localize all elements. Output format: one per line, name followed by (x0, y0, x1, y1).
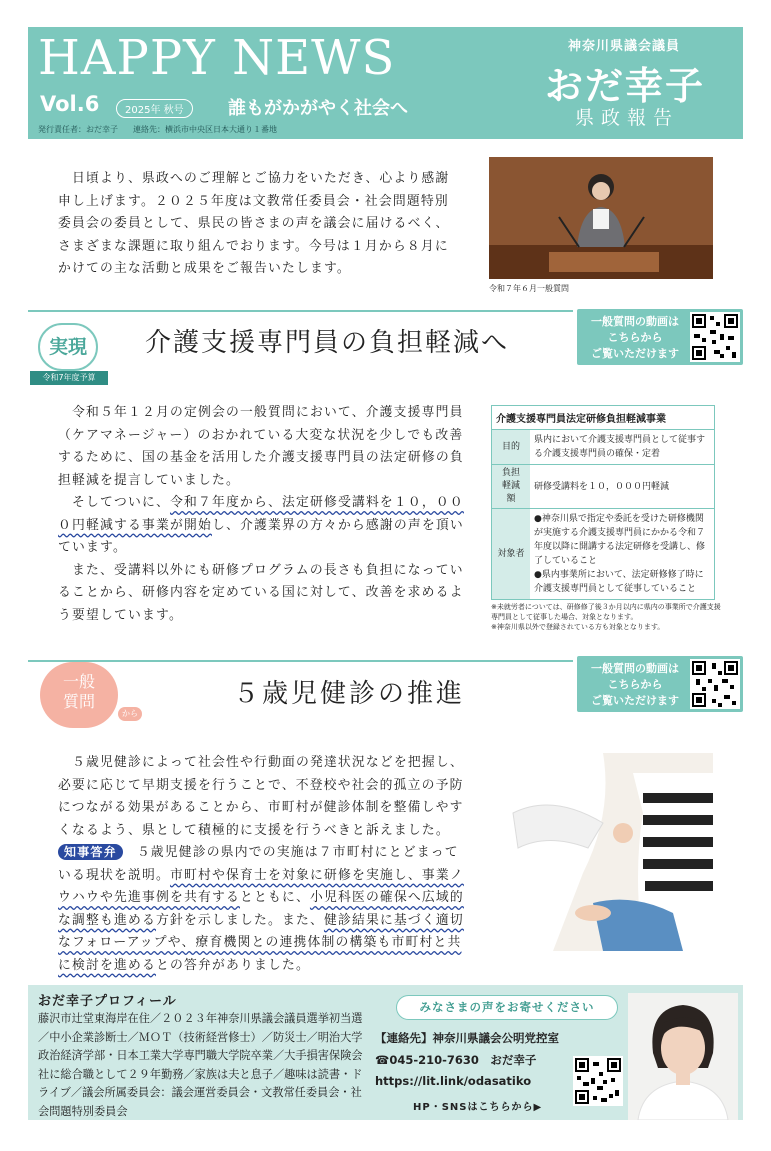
section-divider (28, 660, 573, 662)
table-cell: 研修受講料を１０，０００円軽減 (530, 465, 714, 508)
table-head: 対象者 (492, 509, 530, 599)
publisher-line: 発行責任者：おだ幸子 (38, 125, 118, 134)
contact-phone[interactable]: ☎045-210-7630 おだ幸子 (375, 1053, 537, 1067)
text-span: ５歳児健診の県内での実施は７市町村にとどまっている現状を説明。 (58, 845, 459, 883)
qr-code-icon[interactable] (573, 1056, 623, 1106)
emphasis-text: 小児科医の確保へ広域的な調整も進める (58, 890, 464, 928)
portrait-photo (628, 993, 738, 1120)
video-link-line: こちらから (607, 331, 663, 344)
profile-title: おだ幸子プロフィール (38, 994, 177, 1009)
note: ※未就労者については、研修修了後３か月以内に県内の事業所で介護支援専門員として従事した場合、対象となります。 (491, 603, 721, 621)
photo-caption: 令和７年６月一般質問 (489, 284, 569, 293)
badge-line: 一般 (62, 672, 95, 691)
note: ※神奈川県以外で登録されている方も対象となります。 (491, 623, 665, 631)
video-link-line: 一般質問の動画は (591, 315, 679, 328)
table-row (492, 509, 714, 599)
feedback-callout: みなさまの声をお寄せください (396, 995, 618, 1020)
table-head: 目的 (492, 430, 530, 464)
program-table (491, 405, 715, 600)
emphasis-text: 令和７年度から、法定研修受講料を１０，０００円軽減する事業が開始 (58, 495, 464, 533)
member-role: 神奈川県議会議員 (568, 39, 681, 54)
video-link-box[interactable] (577, 309, 743, 365)
section-body (58, 402, 472, 627)
paragraph (58, 492, 472, 560)
table-title: 介護支援専門員法定研修負担軽減事業 (492, 406, 714, 430)
section-title: ５歳児健診の推進 (233, 679, 466, 709)
budget-tag: 令和7年度予算 (30, 371, 108, 385)
table-row (492, 430, 714, 465)
emphasis-text: 健診結果に基づく適切なフォローアップや、療育機関との連携体制の構築も市町村と共に検討を進める (58, 912, 464, 973)
video-link-line: こちらから (607, 678, 663, 691)
season-badge: 2025年 秋号 (116, 99, 193, 118)
video-link-line: 一般質問の動画は (591, 662, 679, 675)
contact-label: 【連絡先】神奈川県議会公明党控室 (375, 1031, 559, 1045)
section-title: 介護支援専門員の負担軽減へ (145, 328, 510, 358)
realized-badge: 実現 (38, 323, 98, 371)
section-body (58, 752, 472, 977)
emphasis-text: 市町村や保育士を対象に研修を実施し、事業ノウハウや先進事例を共有する (58, 867, 464, 905)
text-span: そしてついに、 (58, 495, 170, 510)
section-divider (28, 310, 573, 312)
text-span: との答弁がありました。 (155, 957, 310, 973)
table-row (492, 465, 714, 509)
table-head: 負担軽減額 (492, 465, 530, 508)
member-name: おだ幸子 (545, 64, 706, 108)
table-notes (491, 602, 721, 632)
paragraph (58, 842, 472, 977)
assembly-photo (489, 157, 713, 279)
report-label: 県政報告 (575, 107, 680, 129)
video-link-box[interactable] (577, 656, 743, 712)
doctor-child-icon (493, 753, 713, 951)
badge-line: 質問 (62, 692, 95, 711)
paragraph: ５歳児健診によって社会性や行動面の発達状況などを把握し、必要に応じて早期支援を行うことで、不登校や社会的孤立の予防につながる効果があることから、市町村が健診体制を整備しやすくなるよう、県として積極的に支援を行うべきと訴えました。 (58, 755, 464, 838)
table-cell: ●神奈川県で指定や委託を受けた研修機関が実施する介護支援専門員にかかる令和７年度以降に開講する法定研修を受講し、修了していること ●県内事業所において、法定研修修了時に介護支援専門員として従事していること (530, 509, 714, 599)
person-portrait-icon (628, 993, 738, 1120)
paragraph: また、受講料以外にも研修プログラムの長さも負担になっていることから、研修内容を定めている国に対して、改善を求めるよう要望しています。 (58, 562, 464, 623)
qr-code-icon[interactable] (690, 312, 740, 362)
masthead-title: HAPPY NEWS (38, 30, 396, 86)
intro-text: 日頃より、県政へのご理解とご協力をいただき、心より感謝申し上げます。２０２５年度は文教常任委員会・社会問題特別委員会の委員として、県民の皆さまの声を議会に届けるべく、さまざまな課題に取り組んでおります。今号は１月から８月にかけての主な活動と成果をご報告いたします。 (58, 171, 450, 276)
address-line: 連絡先：横浜市中央区日本大通り１番地 (133, 125, 277, 134)
qr-code-icon[interactable] (690, 659, 740, 709)
answer-badge: 知事答弁 (58, 844, 123, 860)
video-link-line: ご覧いただけます (591, 694, 679, 707)
profile-body: 藤沢市辻堂東海岸在住／２０２３年神奈川県議会議員選挙初当選／中小企業診断士／ＭＯＴ（技術経営修士）／防災士／明治大学政治経済学部・日本工業大学専門職大学院卒業／大手損害保険会社に総合職として２９年勤務／家族は夫と息子／趣味は読書・ドライブ／議会所属委員会：議会運営委員会・文教常任委員会・社会問題特別委員会 (38, 1012, 363, 1118)
contact-url[interactable]: https://lit.link/odasatiko (375, 1074, 532, 1088)
table-cell: 県内において介護支援専門員として従事する介護支援専門員の確保・定着 (530, 430, 714, 464)
hp-sns-link[interactable]: HP・SNSはこちらから▶ (413, 1102, 543, 1113)
volume-number: Vol.6 (40, 92, 100, 116)
text-span: 方針を示しました。また、 (155, 912, 324, 928)
speaker-at-podium-icon (489, 157, 713, 279)
video-link-line: ご覧いただけます (591, 347, 679, 360)
health-checkup-photo (493, 753, 713, 951)
text-span: し、介護業界の方々から感謝の声を頂いています。 (58, 517, 464, 555)
paragraph: 令和５年１２月の定例会の一般質問において、介護支援専門員（ケアマネージャー）のおかれている大変な状況を少しでも改善するために、国の基金を活用した介護支援専門員の法定研修の負担軽減を提言していました。 (58, 405, 464, 488)
text-span: とともに、 (239, 890, 310, 905)
tagline: 誰もがかがやく社会へ (228, 98, 408, 119)
badge-from: から (118, 707, 142, 721)
general-question-badge (40, 662, 118, 728)
